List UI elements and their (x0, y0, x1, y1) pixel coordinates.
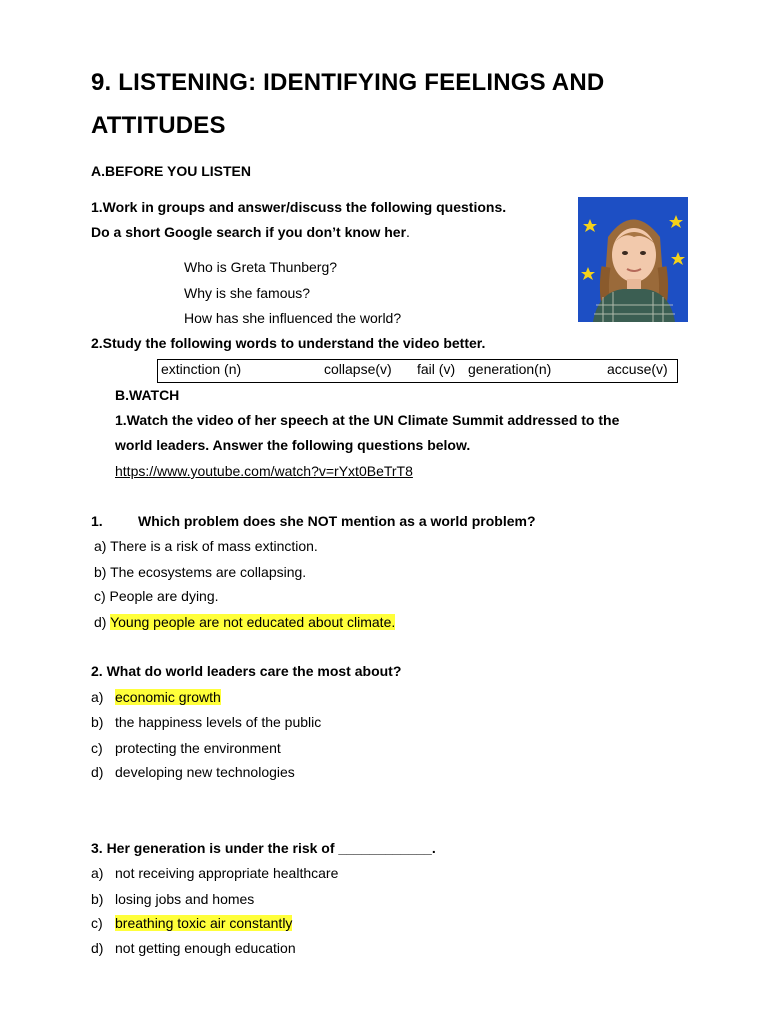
vocab-word: generation(n) (468, 361, 552, 377)
vocab-word: fail (v) (417, 361, 456, 377)
pre-question-2: Why is she famous? (184, 285, 311, 301)
question-3-option-d: not getting enough education (115, 940, 296, 956)
greta-thunberg-photo (578, 197, 688, 322)
section-a-heading: A.BEFORE YOU LISTEN (91, 163, 251, 179)
question-1-option-c: c) People are dying. (94, 588, 219, 604)
pre-question-1: Who is Greta Thunberg? (184, 259, 338, 275)
vocab-word: extinction (n) (161, 361, 242, 377)
question-1-option-d: d) Young people are not educated about climate. (94, 614, 396, 630)
vocab-word: accuse(v) (607, 361, 668, 377)
highlighted-answer: economic growth (115, 689, 221, 705)
question-1-number: 1. (91, 513, 103, 529)
question-1-text: Which problem does she NOT mention as a world problem? (138, 513, 536, 529)
question-3-letter-d: d) (91, 940, 104, 956)
question-3-option-a: not receiving appropriate healthcare (115, 865, 339, 881)
video-link[interactable]: https://www.youtube.com/watch?v=rYxt0BeTrT8 (115, 463, 413, 479)
question-1-option-b: b) The ecosystems are collapsing. (94, 564, 307, 580)
page-title-line-2: ATTITUDES (91, 112, 226, 139)
highlighted-answer: breathing toxic air constantly (115, 915, 293, 931)
question-3-text: 3. Her generation is under the risk of ____________. (91, 840, 436, 856)
question-3-letter-b: b) (91, 891, 104, 907)
question-2-letter-a: a) (91, 689, 104, 705)
question-2-text: 2. What do world leaders care the most about? (91, 663, 402, 679)
question-3-letter-a: a) (91, 865, 104, 881)
task-1-line-2: Do a short Google search if you don’t know her. (91, 224, 410, 240)
watch-instruction-line-2: world leaders. Answer the following questions below. (115, 437, 471, 453)
question-2-option-d: developing new technologies (115, 764, 295, 780)
question-2-letter-d: d) (91, 764, 104, 780)
question-2-letter-b: b) (91, 714, 104, 730)
question-2-option-b: the happiness levels of the public (115, 714, 322, 730)
question-1-option-a: a) There is a risk of mass extinction. (94, 538, 318, 554)
question-2-option-a (115, 689, 221, 705)
vocabulary-box (157, 359, 678, 383)
watch-instruction-line-1: 1.Watch the video of her speech at the UN Climate Summit addressed to the (115, 412, 620, 428)
section-b-heading: B.WATCH (115, 387, 180, 403)
question-3-option-b: losing jobs and homes (115, 891, 255, 907)
question-2-letter-c: c) (91, 740, 103, 756)
question-2-option-c: protecting the environment (115, 740, 281, 756)
highlighted-answer: Young people are not educated about climate. (110, 614, 396, 630)
page-title-line-1: 9. LISTENING: IDENTIFYING FEELINGS AND (91, 69, 605, 96)
question-3-letter-c: c) (91, 915, 103, 931)
pre-question-3: How has she influenced the world? (184, 310, 402, 326)
vocab-word: collapse(v) (324, 361, 392, 377)
task-2-instruction: 2.Study the following words to understand the video better. (91, 335, 486, 351)
task-1-line-1: 1.Work in groups and answer/discuss the following questions. (91, 199, 507, 215)
question-3-option-c (115, 915, 292, 931)
